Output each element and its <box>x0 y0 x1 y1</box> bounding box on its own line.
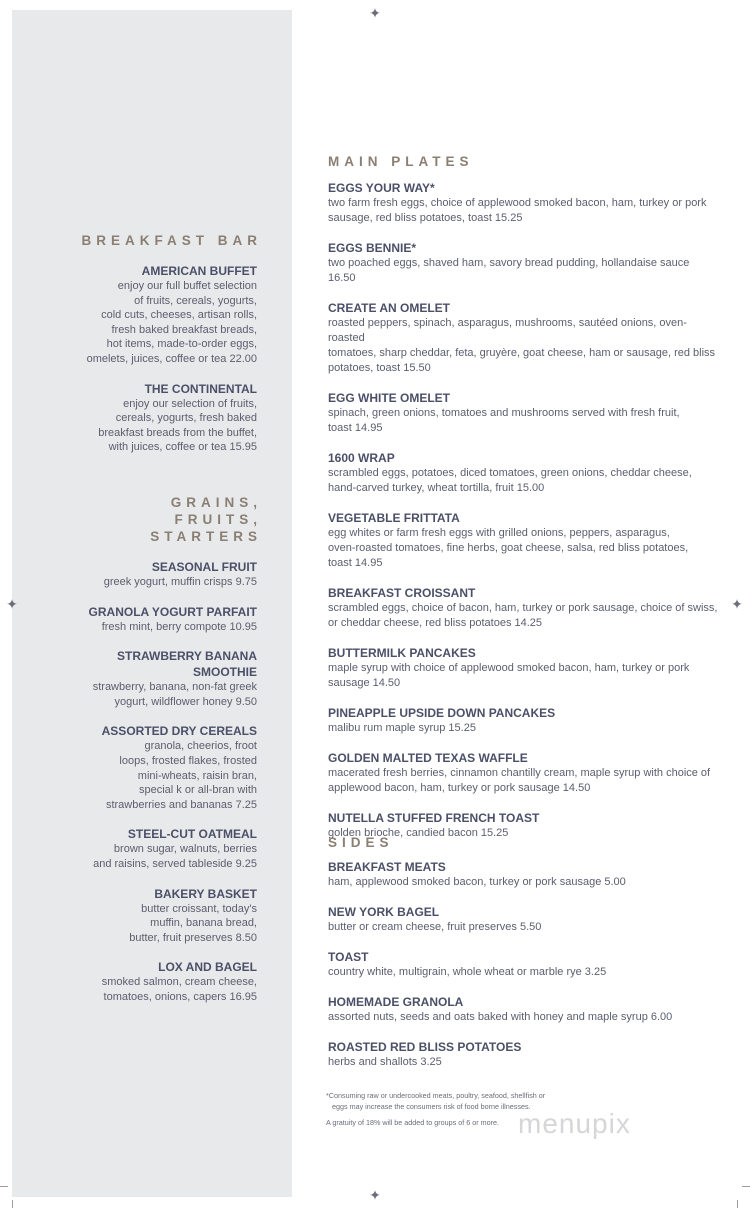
menu-item <box>328 1040 718 1070</box>
menu-item <box>328 860 718 890</box>
main-plates-section <box>328 153 718 856</box>
menu-item-title: STRAWBERRY BANANA SMOOTHIE <box>116 649 257 680</box>
menu-item-title: CREATE AN OMELET <box>328 301 450 315</box>
menu-item-description: scrambled eggs, choice of bacon, ham, turkey or pork sausage, choice of swiss, or cheddar cheese, red bliss potatoes 14.25 <box>328 602 718 629</box>
menu-item-description: spinach, green onions, tomatoes and mushrooms served with fresh fruit, toast 14.95 <box>328 407 680 434</box>
menu-item-title: ASSORTED DRY CEREALS <box>101 724 257 739</box>
menu-item-description: butter or cream cheese, fruit preserves 5.50 <box>328 921 542 933</box>
crop-mark <box>737 1200 738 1208</box>
menu-item-description: herbs and shallots 3.25 <box>328 1056 442 1068</box>
menu-item <box>328 706 718 736</box>
menu-item-title: ROASTED RED BLISS POTATOES <box>328 1040 522 1054</box>
menu-item-title: GOLDEN MALTED TEXAS WAFFLE <box>328 751 528 765</box>
menu-item <box>17 381 257 455</box>
menu-item-description: country white, multigrain, whole wheat or marble rye 3.25 <box>328 966 607 978</box>
menu-item-description: two poached eggs, shaved ham, savory bread pudding, hollandaise sauce 16.50 <box>328 257 690 284</box>
menu-item <box>328 586 718 631</box>
consumption-warning-cont: eggs may increase the consumers risk of food borne illnesses. <box>332 1102 531 1111</box>
menu-item-description: enjoy our selection of fruits, cereals, yogurts, fresh baked breakfast breads from the buffet, with juices, coffee or tea 15.95 <box>98 397 257 454</box>
menu-item <box>17 723 257 812</box>
menu-item-title: NUTELLA STUFFED FRENCH TOAST <box>328 811 540 825</box>
crop-mark <box>0 1186 8 1187</box>
menu-item <box>328 995 718 1025</box>
menu-item <box>328 181 718 226</box>
menu-item-title: VEGETABLE FRITTATA <box>328 511 460 525</box>
menu-item-description: fresh mint, berry compote 10.95 <box>101 620 257 633</box>
menu-item <box>328 301 718 376</box>
menu-item <box>328 751 718 796</box>
watermark-logo: menupix <box>518 1108 631 1139</box>
crop-mark <box>742 1186 750 1187</box>
menu-item <box>17 263 257 367</box>
grains-section <box>17 494 262 1005</box>
menu-item-description: scrambled eggs, potatoes, diced tomatoes, green onions, cheddar cheese, hand-carved turkey, wheat tortilla, fruit 15.00 <box>328 467 692 494</box>
section-heading: SIDES <box>328 835 394 850</box>
section-heading: GRAINS, FRUITS, STARTERS <box>150 495 262 544</box>
menu-item-description: brown sugar, walnuts, berries and raisins, served tableside 9.25 <box>93 843 257 870</box>
menu-item <box>328 905 718 935</box>
menu-item-description: butter croissant, today's muffin, banana bread, butter, fruit preserves 8.50 <box>129 902 257 944</box>
menu-item <box>17 959 257 1004</box>
menu-item <box>17 886 257 946</box>
menu-item-title: GRANOLA YOGURT PARFAIT <box>88 604 257 619</box>
menu-item-title: EGGS YOUR WAY* <box>328 181 435 195</box>
section-heading: BREAKFAST BAR <box>81 233 262 248</box>
section-heading: MAIN PLATES <box>328 154 474 169</box>
menu-item-description: enjoy our full buffet selection of fruits, cereals, yogurts, cold cuts, cheeses, artisan rolls, fresh baked breakfast breads, hot items, made-to-order eggs, omelets, juices, coffee or tea 22.00 <box>86 280 257 365</box>
menu-item-description: greek yogurt, muffin crisps 9.75 <box>103 576 257 588</box>
menu-item-description: smoked salmon, cream cheese, tomatoes, onions, capers 16.95 <box>101 976 257 1003</box>
menu-item <box>328 646 718 691</box>
menu-item-title: BREAKFAST MEATS <box>328 860 446 874</box>
menu-item <box>17 604 257 635</box>
crosshair-mark-bottom: ✦ <box>369 1187 381 1203</box>
menu-item <box>17 559 257 590</box>
menu-item-description: maple syrup with choice of applewood smoked bacon, ham, turkey or pork sausage 14.50 <box>328 662 690 689</box>
menu-item-description: malibu rum maple syrup 15.25 <box>328 722 476 734</box>
gratuity-note: A gratuity of 18% will be added to groups of 6 or more. <box>326 1118 499 1127</box>
menu-item-title: TOAST <box>328 950 369 964</box>
crosshair-mark-right: ✦ <box>731 596 743 612</box>
crop-mark <box>12 1200 13 1208</box>
crosshair-mark-top: ✦ <box>369 5 381 21</box>
menu-item-description: golden brioche, candied bacon 15.25 <box>328 827 509 839</box>
menu-item <box>17 826 257 871</box>
menu-item-description: strawberry, banana, non-fat greek yogurt, wildflower honey 9.50 <box>92 681 257 708</box>
menu-item <box>328 391 718 436</box>
menu-item-title: LOX AND BAGEL <box>158 960 257 975</box>
menu-item-description: egg whites or farm fresh eggs with grilled onions, peppers, asparagus, oven-roasted tomatoes, fine herbs, goat cheese, salsa, red bliss potatoes, toast 14.95 <box>328 527 689 569</box>
menu-item-title: AMERICAN BUFFET <box>141 264 257 278</box>
menu-item-title: PINEAPPLE UPSIDE DOWN PANCAKES <box>328 706 556 720</box>
menu-item <box>328 451 718 496</box>
footer-notes <box>326 1090 545 1128</box>
menu-item-title: BREAKFAST CROISSANT <box>328 586 476 600</box>
breakfast-bar-section <box>17 232 262 455</box>
menu-item-description: granola, cheerios, froot loops, frosted flakes, frosted mini-wheats, raisin bran, special k or all-bran with strawberries and bananas 7.25 <box>105 740 257 811</box>
crosshair-mark-left: ✦ <box>6 596 18 612</box>
menu-item <box>328 241 718 286</box>
menu-item-title: EGG WHITE OMELET <box>328 391 450 405</box>
menu-item <box>328 511 718 571</box>
menu-item-description: assorted nuts, seeds and oats baked with honey and maple syrup 6.00 <box>328 1011 673 1023</box>
menu-item <box>17 648 257 709</box>
menu-item-title: 1600 WRAP <box>328 451 395 465</box>
menu-item-title: THE CONTINENTAL <box>144 381 257 396</box>
menu-item-title: STEEL-CUT OATMEAL <box>127 827 257 842</box>
consumption-warning: *Consuming raw or undercooked meats, poultry, seafood, shellfish or <box>326 1091 546 1100</box>
menu-item-description: two farm fresh eggs, choice of applewood smoked bacon, ham, turkey or pork sausage, red bliss potatoes, toast 15.25 <box>328 197 707 224</box>
menu-item-description: roasted peppers, spinach, asparagus, mushrooms, sautéed onions, oven-roasted tomatoes, sharp cheddar, feta, gruyère, goat cheese, ham or sausage, red bliss potatoes, toast 15.50 <box>328 317 716 374</box>
menu-item-title: NEW YORK BAGEL <box>328 905 440 919</box>
menu-item-title: HOMEMADE GRANOLA <box>328 995 464 1009</box>
menu-item <box>328 950 718 980</box>
menu-item-title: BUTTERMILK PANCAKES <box>328 646 476 660</box>
menu-item-title: EGGS BENNIE* <box>328 241 417 255</box>
menu-item-description: ham, applewood smoked bacon, turkey or pork sausage 5.00 <box>328 876 626 888</box>
sides-section <box>328 834 718 1085</box>
menu-item-description: macerated fresh berries, cinnamon chantilly cream, maple syrup with choice of applewood bacon, ham, turkey or pork sausage 14.50 <box>328 767 711 794</box>
menu-item-title: SEASONAL FRUIT <box>151 560 257 574</box>
menu-item-title: BAKERY BASKET <box>154 886 257 901</box>
